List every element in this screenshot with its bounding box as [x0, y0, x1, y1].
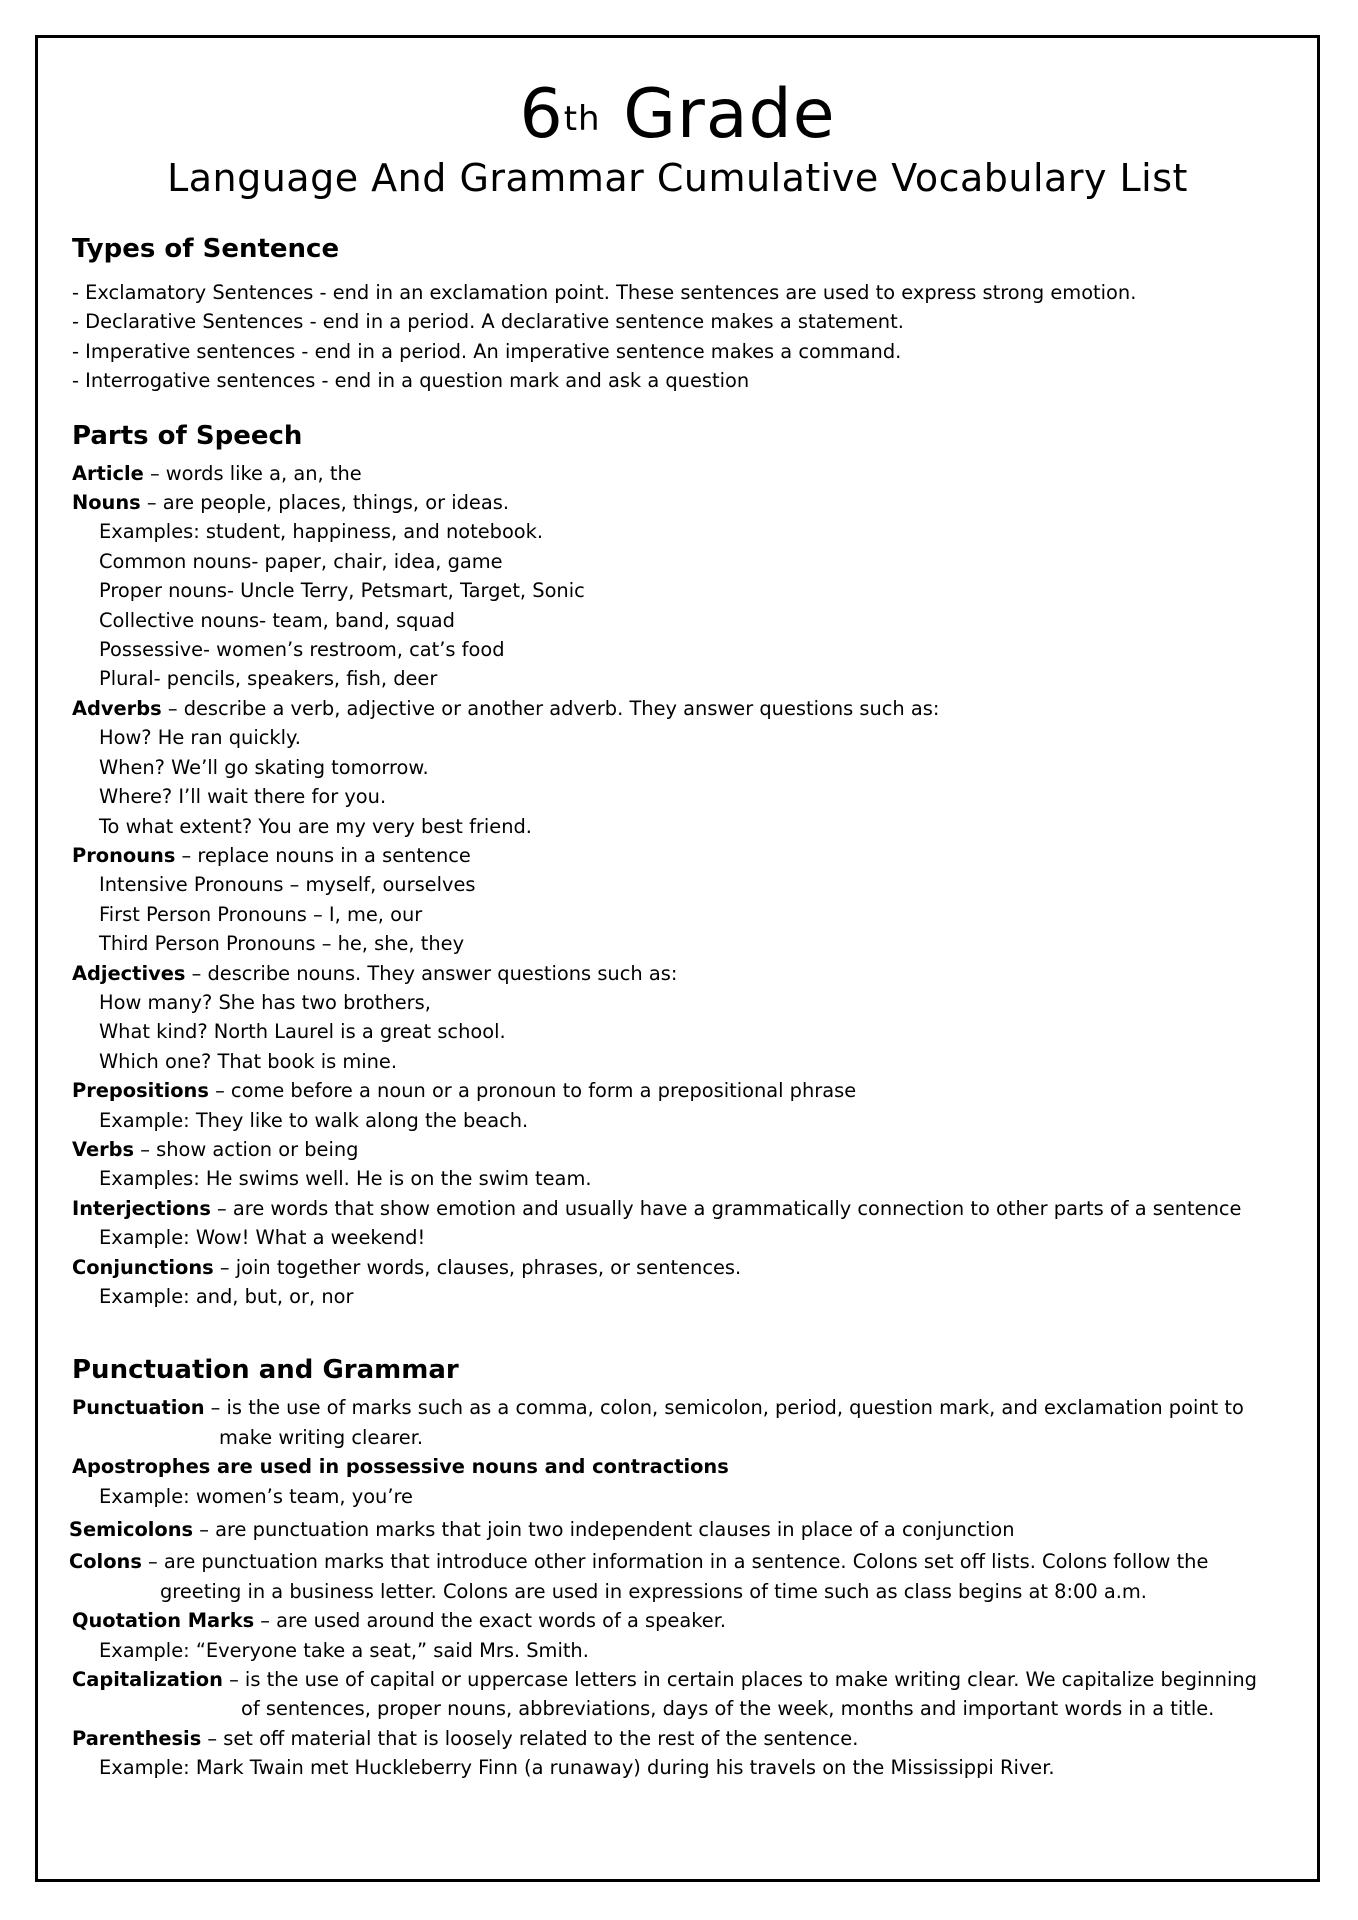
definition-parenthesis: [72, 1724, 1287, 1753]
example-line: Plural- pencils, speakers, fish, deer: [99, 667, 438, 691]
example-line: Examples: student, happiness, and notebook.: [99, 520, 544, 544]
definition: – set off material that is loosely related to the rest of the sentence.: [201, 1726, 859, 1750]
section-parts-of-speech: [72, 419, 1287, 1312]
term: Parenthesis: [72, 1726, 202, 1750]
term: Semicolons: [69, 1518, 194, 1542]
definition: – are punctuation marks that join two independent clauses in place of a conjunction: [193, 1518, 1015, 1542]
page-subtitle: Language And Grammar Cumulative Vocabulary List: [167, 156, 1188, 200]
term: Conjunctions: [72, 1255, 214, 1279]
definition: – are punctuation marks that introduce other information in a sentence. Colons set off lists. Colons follow the: [141, 1550, 1209, 1574]
list-item: - Exclamatory Sentences - end in an exclamation point. These sentences are used to express strong emotion.: [72, 281, 1137, 304]
list-item: - Interrogative sentences - end in a question mark and ask a question: [72, 369, 750, 393]
example-line: First Person Pronouns – I, me, our: [99, 902, 423, 926]
example-line: Example: Mark Twain met Huckleberry Finn (a runaway) during his travels on the Mississippi River.: [99, 1756, 1055, 1780]
definition-apostrophes: [72, 1452, 1287, 1481]
definition-prepositions: [72, 1076, 1287, 1105]
example-line: What kind? North Laurel is a great school.: [99, 1020, 506, 1044]
section-heading: Parts of Speech: [72, 420, 303, 451]
grade-suffix: th: [563, 99, 601, 139]
term: Verbs: [72, 1137, 135, 1161]
definition: – join together words, clauses, phrases, or sentences.: [213, 1255, 742, 1279]
example-line: Intensive Pronouns – myself, ourselves: [99, 873, 476, 897]
definition-quotation-marks: [72, 1606, 1287, 1635]
definition-semicolons: [69, 1515, 1287, 1544]
term: Pronouns: [72, 843, 176, 867]
page-title: [35, 75, 1320, 155]
example-line: When? We’ll go skating tomorrow.: [99, 755, 429, 779]
section-heading: Types of Sentence: [72, 234, 340, 264]
term: Quotation Marks: [72, 1609, 255, 1633]
definition-nouns: [72, 488, 1287, 517]
section-punctuation-and-grammar: [69, 1353, 1287, 1782]
term: Nouns: [72, 491, 141, 515]
term: Prepositions: [72, 1079, 209, 1103]
definition-continuation: greeting in a business letter. Colons are used in expressions of time such as class begins at 8:00 a.m.: [160, 1579, 1147, 1603]
example-line: Collective nouns- team, band, squad: [99, 608, 455, 632]
example-line: Example: “Everyone take a seat,” said Mrs. Smith.: [99, 1638, 589, 1662]
example-line: Example: Wow! What a weekend!: [99, 1226, 426, 1250]
grade-number: 6: [519, 75, 564, 154]
example-line: Which one? That book is mine.: [99, 1049, 398, 1073]
example-line: Proper nouns- Uncle Terry, Petsmart, Target, Sonic: [99, 579, 585, 603]
term: Interjections: [72, 1196, 211, 1220]
definition-adjectives: [72, 959, 1287, 988]
definition: – is the use of capital or uppercase letters in certain places to make writing clear. We capitalize beginning: [222, 1668, 1257, 1692]
definition: – describe nouns. They answer questions such as:: [185, 961, 678, 985]
definition: – are words that show emotion and usually have a grammatically connection to other parts of a sentence: [210, 1196, 1242, 1220]
document-body: [69, 232, 1287, 1783]
definition: – are used around the exact words of a speaker.: [254, 1609, 727, 1633]
definition-verbs: [72, 1135, 1287, 1164]
example-line: Common nouns- paper, chair, idea, game: [99, 549, 503, 573]
definition: – is the use of marks such as a comma, colon, semicolon, period, question mark, and exclamation point to: [204, 1396, 1244, 1420]
definition-conjunctions: [72, 1253, 1287, 1282]
section-heading: Punctuation and Grammar: [72, 1355, 459, 1386]
list-item: - Imperative sentences - end in a period. An imperative sentence makes a command.: [72, 339, 902, 363]
definition-continuation: of sentences, proper nouns, abbreviations, days of the week, months and important words in a title.: [241, 1697, 1215, 1721]
definition: – words like a, an, the: [143, 461, 362, 485]
title-block: [35, 75, 1320, 201]
term: Capitalization: [72, 1668, 223, 1692]
definition-interjections: [72, 1194, 1287, 1223]
term: Punctuation: [72, 1396, 205, 1420]
example-line: Example: They like to walk along the beach.: [99, 1108, 529, 1132]
definition: – show action or being: [134, 1137, 359, 1161]
example-line: Possessive- women’s restroom, cat’s food: [99, 638, 505, 662]
definition-article: [72, 459, 1287, 488]
example-line: Example: women’s team, you’re: [99, 1484, 413, 1508]
definition: – are people, places, things, or ideas.: [140, 491, 509, 515]
example-line: To what extent? You are my very best friend.: [99, 814, 532, 838]
term: Colons: [69, 1550, 142, 1574]
example-line: How? He ran quickly.: [99, 726, 301, 750]
grade-word: Grade: [623, 75, 836, 154]
definition: – come before a noun or a pronoun to form a prepositional phrase: [208, 1079, 857, 1103]
example-line: Where? I’ll wait there for you.: [99, 785, 387, 809]
definition-adverbs: [72, 694, 1287, 723]
definition-colons: [69, 1547, 1287, 1576]
example-line: Third Person Pronouns – he, she, they: [99, 932, 465, 956]
example-line: Example: and, but, or, nor: [99, 1285, 354, 1308]
definition-continuation: make writing clearer.: [219, 1425, 424, 1449]
definition-pronouns: [72, 841, 1287, 870]
term: Adjectives: [72, 961, 186, 985]
term: Apostrophes are used in possessive nouns and contractions: [72, 1455, 729, 1479]
definition: – replace nouns in a sentence: [175, 843, 471, 867]
example-line: How many? She has two brothers,: [99, 990, 431, 1014]
list-item: - Declarative Sentences - end in a period. A declarative sentence makes a statement.: [72, 310, 904, 334]
section-types-of-sentence: [72, 232, 1287, 396]
definition: – describe a verb, adjective or another adverb. They answer questions such as:: [161, 696, 940, 720]
definition-punctuation: [72, 1393, 1287, 1422]
term: Article: [72, 461, 144, 485]
term: Adverbs: [72, 696, 162, 720]
definition-capitalization: [72, 1665, 1287, 1694]
example-line: Examples: He swims well. He is on the swim team.: [99, 1167, 592, 1191]
